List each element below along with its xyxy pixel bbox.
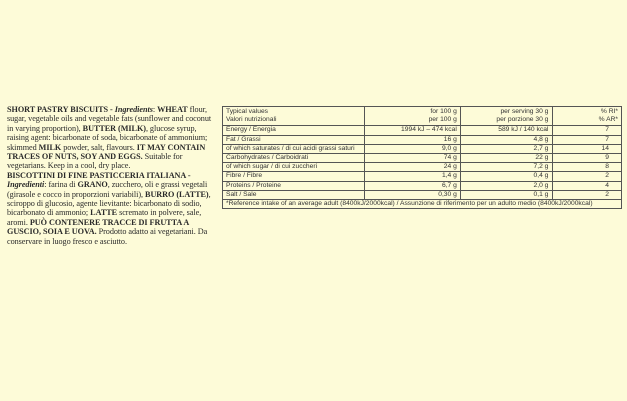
- it-ingredients-body: [7, 180, 211, 245]
- reference-intake-percent: 14: [553, 144, 622, 153]
- value-per-100g: 6,7 g: [365, 181, 461, 190]
- ingredient-text: flour, sugar, vegetable oils and vegetable fats (sunflower and coconut in varying proportion),: [7, 105, 212, 133]
- value-per-100g: 0,30 g: [365, 190, 461, 199]
- reference-intake-percent: 4: [553, 181, 622, 190]
- nutrient-label: Salt / Sale: [223, 190, 365, 199]
- allergen-text: BURRO (LATTE): [145, 189, 209, 199]
- reference-intake-percent: 7: [553, 126, 622, 135]
- header-per100-en: for 100 g: [430, 108, 457, 115]
- value-per-100g: 24 g: [365, 163, 461, 172]
- nutrition-row: [223, 163, 622, 172]
- en-ingredients-body: [7, 105, 211, 170]
- ingredient-text: powder, salt, flavours.: [61, 142, 137, 152]
- reference-intake-percent: 7: [553, 135, 622, 144]
- header-label-en: Typical values: [226, 108, 269, 115]
- value-per-100g: 16 g: [365, 135, 461, 144]
- value-per-serving: 4,8 g: [460, 135, 553, 144]
- ingredient-text: , glucose syrup, raising agent: bicarbonate of soda, bicarbonate of ammonium; skimmed: [7, 123, 208, 152]
- ingredient-text: :: [152, 105, 158, 114]
- header-serving-en: per serving 30 g: [500, 108, 549, 115]
- ingredients-italian: [7, 171, 218, 246]
- nutrition-row: [223, 126, 622, 135]
- nutrient-label: Fat / Grassi: [223, 135, 365, 144]
- footnote-row: [223, 200, 622, 209]
- nutrient-label: of which sugar / di cui zuccheri: [223, 163, 365, 172]
- header-per100-it: per 100 g: [428, 116, 457, 124]
- allergen-text: IT MAY CONTAIN TRACES OF NUTS, SOY AND EGGS.: [7, 142, 206, 162]
- nutrition-row: [223, 144, 622, 153]
- reference-intake-percent: 2: [553, 172, 622, 181]
- allergen-text: BUTTER (MILK): [82, 123, 146, 133]
- nutrition-row: [223, 154, 622, 163]
- value-per-serving: 589 kJ / 140 kcal: [460, 126, 553, 135]
- reference-intake-percent: 9: [553, 154, 622, 163]
- reference-intake-footnote: *Reference intake of an average adult (8400kJ/2000kcal) / Assunzione di riferimento per un adulto medio (8400kJ/2000kcal): [223, 200, 622, 209]
- nutrition-header-row: [223, 107, 622, 126]
- nutrition-row: [223, 190, 622, 199]
- nutrient-label: Energy / Energia: [223, 126, 365, 135]
- header-label-cell: [223, 107, 365, 126]
- ingredients-text: [7, 105, 218, 246]
- allergen-text: GRANO: [77, 180, 108, 190]
- allergen-text: MILK: [38, 142, 62, 152]
- nutrition-table: [222, 106, 622, 209]
- it-product-title: BISCOTTINI DI FINE PASTICCERIA ITALIANA -: [7, 170, 191, 180]
- nutrition-row: [223, 135, 622, 144]
- en-ingredients-label: Ingredients: [114, 105, 153, 114]
- value-per-serving: 7,2 g: [460, 163, 553, 172]
- allergen-text: LATTE: [90, 208, 118, 218]
- ingredient-text: , zucchero, oli e grassi vegetali (girasole e cocco in proporzioni variabili),: [7, 180, 208, 199]
- it-ingredients-label: Ingredienti: [7, 180, 45, 190]
- value-per-serving: 2,7 g: [460, 144, 553, 153]
- nutrient-label: Proteins / Proteine: [223, 181, 365, 190]
- header-serving-cell: [460, 107, 553, 126]
- nutrition-row: [223, 172, 622, 181]
- value-per-serving: 2,0 g: [460, 181, 553, 190]
- value-per-serving: 22 g: [460, 154, 553, 163]
- reference-intake-percent: 8: [553, 163, 622, 172]
- value-per-100g: 1,4 g: [365, 172, 461, 181]
- value-per-100g: 1994 kJ – 474 kcal: [365, 126, 461, 135]
- reference-intake-percent: 2: [553, 190, 622, 199]
- header-serving-it: per porzione 30 g: [496, 116, 549, 124]
- en-product-title: SHORT PASTRY BISCUITS -: [7, 105, 115, 114]
- value-per-serving: 0,4 g: [460, 172, 553, 181]
- header-per100-cell: [365, 107, 461, 126]
- ingredient-text: Prodotto adatto ai vegetariani. Da conservare in luogo fresco e asciutto.: [7, 227, 208, 246]
- nutrition-row: [223, 181, 622, 190]
- header-ri-it: % AR*: [598, 116, 618, 124]
- ingredients-english: [7, 105, 218, 171]
- header-ri-en: % RI*: [600, 108, 618, 115]
- ingredient-text: scremato in polvere, sale, aromi.: [7, 208, 202, 227]
- value-per-serving: 0,1 g: [460, 190, 553, 199]
- ingredient-text: : farina di: [44, 180, 78, 190]
- header-label-it: Valori nutrizionali: [226, 116, 277, 124]
- nutrient-label: of which saturates / di cui acidi grassi saturi: [223, 144, 365, 153]
- nutrient-label: Fibre / Fibre: [223, 172, 365, 181]
- allergen-text: PUÒ CONTENERE TRACCE DI FRUTTA A GUSCIO, SOIA E UOVA.: [7, 217, 189, 237]
- nutrient-label: Carbohydrates / Carboidrati: [223, 154, 365, 163]
- header-ri-cell: [553, 107, 622, 126]
- ingredient-text: Suitable for vegetarians. Keep in a cool, dry place.: [7, 152, 183, 171]
- allergen-text: WHEAT: [157, 105, 188, 114]
- value-per-100g: 74 g: [365, 154, 461, 163]
- ingredient-text: , sciroppo di glucosio, agente lievitante: bicarbonato di sodio, bicarbonato di ammonio;: [7, 189, 211, 218]
- value-per-100g: 9,0 g: [365, 144, 461, 153]
